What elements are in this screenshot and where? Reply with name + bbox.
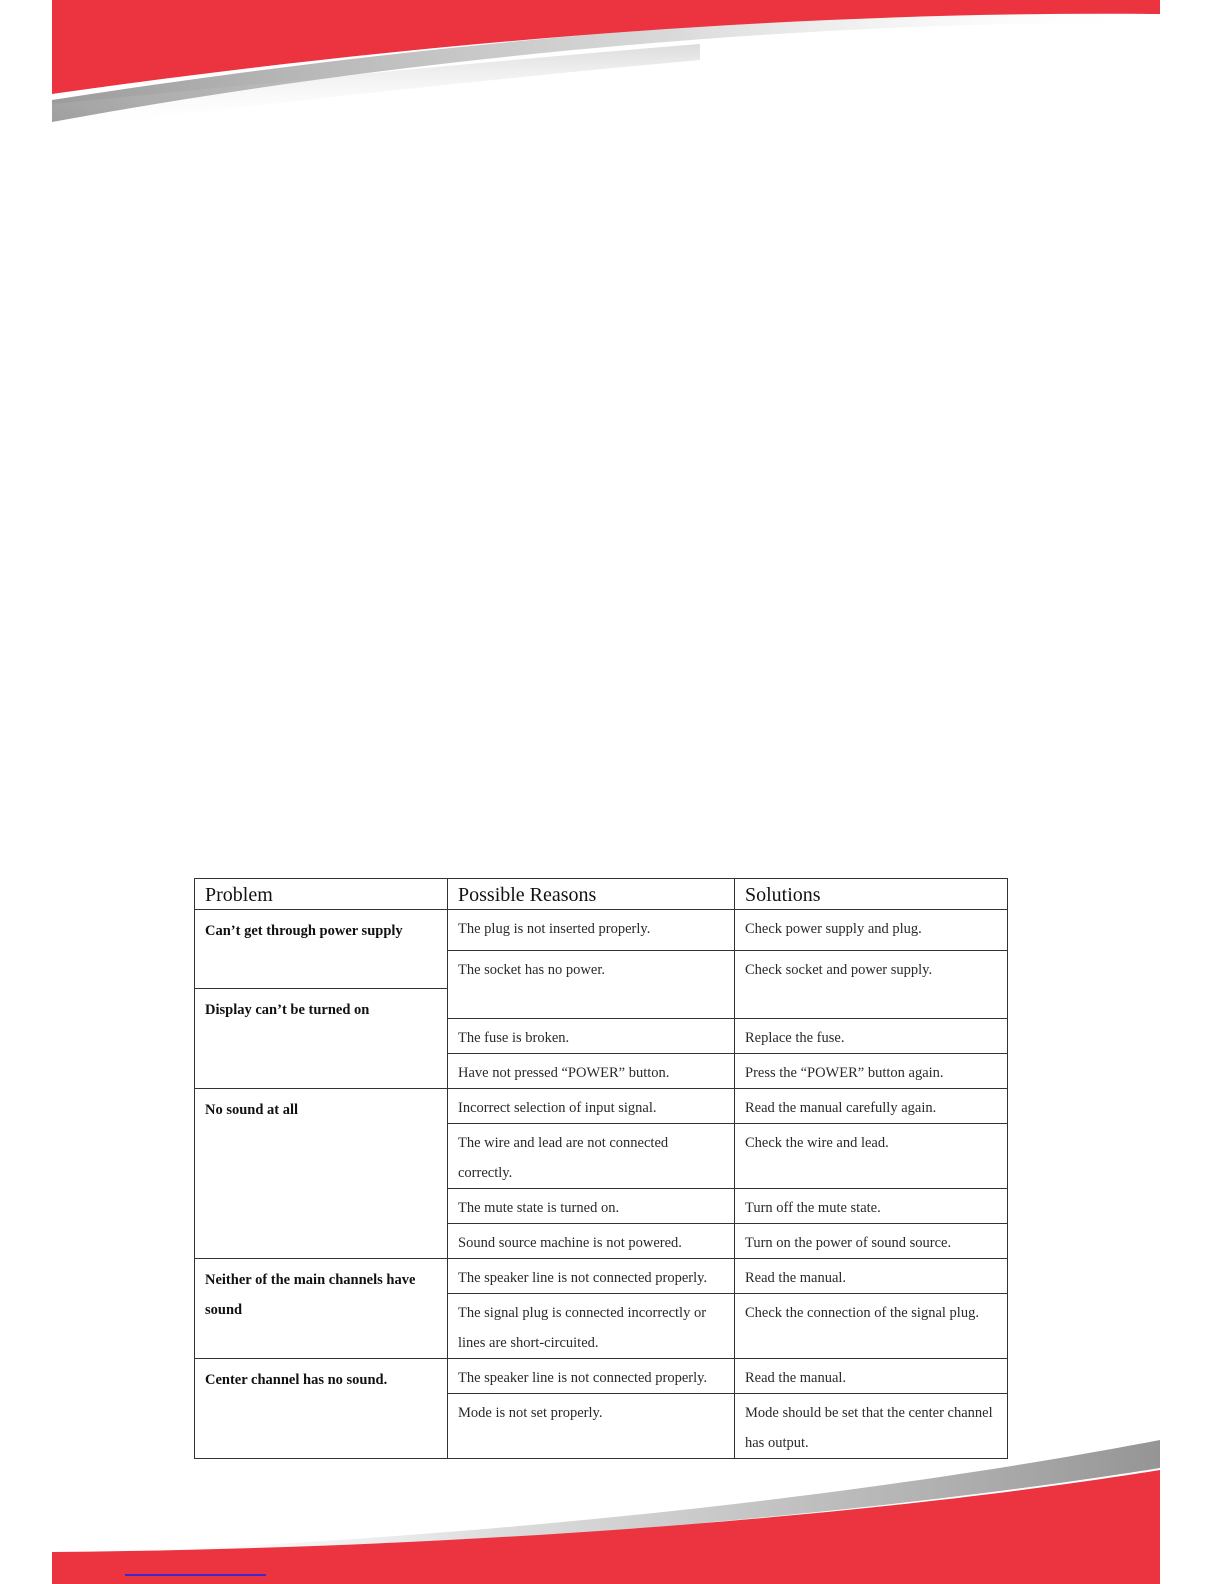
header-solutions: Solutions xyxy=(735,879,1008,910)
table-row xyxy=(195,1259,1008,1294)
table-row xyxy=(195,1359,1008,1394)
problem-cell: Can’t get through power supply xyxy=(195,910,448,989)
solution-cell: Replace the fuse. xyxy=(735,1019,1008,1054)
reason-cell: The signal plug is connected incorrectly or lines are short-circuited. xyxy=(448,1294,735,1359)
table-header-row xyxy=(195,879,1008,910)
problem-cell: Center channel has no sound. xyxy=(195,1359,448,1459)
problem-cell: No sound at all xyxy=(195,1089,448,1259)
problem-cell: Neither of the main channels have sound xyxy=(195,1259,448,1359)
reason-cell: The speaker line is not connected properly. xyxy=(448,1359,735,1394)
reason-cell: The mute state is turned on. xyxy=(448,1189,735,1224)
solution-cell: Press the “POWER” button again. xyxy=(735,1054,1008,1089)
solution-cell: Check socket and power supply. xyxy=(735,951,1008,1019)
problem-cell: Display can’t be turned on xyxy=(195,989,448,1089)
reason-cell: Have not pressed “POWER” button. xyxy=(448,1054,735,1089)
reason-cell: The socket has no power. xyxy=(448,951,735,1019)
reason-cell: The speaker line is not connected properly. xyxy=(448,1259,735,1294)
header-problem: Problem xyxy=(195,879,448,910)
reason-cell: The wire and lead are not connected correctly. xyxy=(448,1124,735,1189)
reason-cell: Mode is not set properly. xyxy=(448,1394,735,1459)
solution-cell: Turn on the power of sound source. xyxy=(735,1224,1008,1259)
solution-cell: Read the manual. xyxy=(735,1259,1008,1294)
table-row xyxy=(195,910,1008,951)
solution-cell: Mode should be set that the center channel has output. xyxy=(735,1394,1008,1459)
troubleshooting-table xyxy=(194,878,1008,1459)
reason-cell: Incorrect selection of input signal. xyxy=(448,1089,735,1124)
table-row xyxy=(195,1089,1008,1124)
reason-cell: Sound source machine is not powered. xyxy=(448,1224,735,1259)
reason-cell: The fuse is broken. xyxy=(448,1019,735,1054)
solution-cell: Check power supply and plug. xyxy=(735,910,1008,951)
reason-cell: The plug is not inserted properly. xyxy=(448,910,735,951)
top-red-banner xyxy=(0,0,1224,140)
solution-cell: Turn off the mute state. xyxy=(735,1189,1008,1224)
solution-cell: Check the connection of the signal plug. xyxy=(735,1294,1008,1359)
solution-cell: Read the manual. xyxy=(735,1359,1008,1394)
solution-cell: Read the manual carefully again. xyxy=(735,1089,1008,1124)
header-possible-reasons: Possible Reasons xyxy=(448,879,735,910)
solution-cell: Check the wire and lead. xyxy=(735,1124,1008,1189)
footer-link-underline[interactable] xyxy=(125,1574,266,1576)
